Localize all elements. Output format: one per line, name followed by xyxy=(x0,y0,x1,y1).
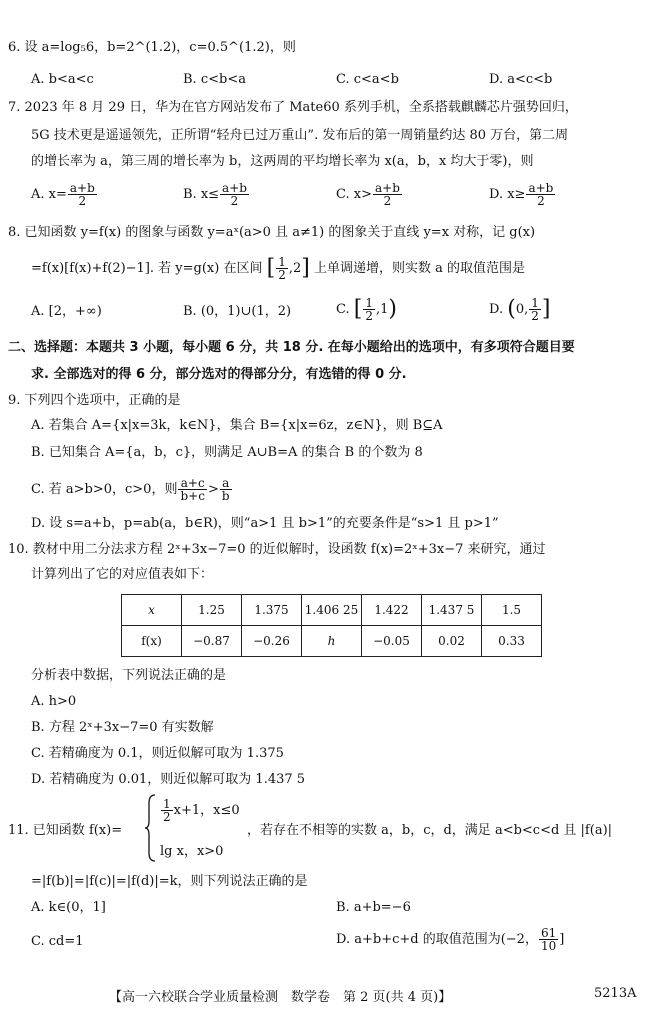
q8-line1: 8. 已知函数 y=f(x) 的图象与函数 y=aˣ(a>0 且 a≠1) 的图象关于直线 y=x 对称，记 g(x) xyxy=(8,225,536,240)
q6-option-c: C. c<a<b xyxy=(336,72,399,87)
table-cell: 1.5 xyxy=(482,595,542,626)
q7-line3: 的增长率为 a，第三周的增长率为 b，这两周的平均增长率为 x(a，b，x 均大于零)，则 xyxy=(31,154,534,169)
q10-option-c: C. 若精确度为 0.1，则近似解可取为 1.375 xyxy=(31,746,284,761)
q10-line2: 计算列出了它的对应值表如下： xyxy=(31,567,214,582)
table-cell: 1.437 5 xyxy=(422,595,482,626)
q9-option-d: D. 设 s=a+b，p=ab(a，b∈R)，则“a>1 且 b>1”的充要条件是“s>1 且 p>1” xyxy=(31,516,499,531)
q10-line1: 10. 教材中用二分法求方程 2ˣ+3x−7=0 的近似解时，设函数 f(x)=2ˣ+3x−7 来研究，通过 xyxy=(8,542,546,557)
q11-case2: lg x，x>0 xyxy=(160,844,224,859)
q7-option-a: A. x= $\frac{a+b}{2}$ xyxy=(31,181,95,208)
q11-line2: =|f(b)|=|f(c)|=|f(d)|=k，则下列说法正确的是 xyxy=(31,874,308,889)
q11-option-b: B. a+b=−6 xyxy=(336,900,411,915)
q7-option-b: B. x≤ $\frac{a+b}{2}$ xyxy=(183,181,247,208)
table-cell: h xyxy=(302,626,362,657)
table-row xyxy=(122,626,542,657)
table-cell: −0.87 xyxy=(182,626,242,657)
q8-option-b: B. (0，1)∪(1，2) xyxy=(183,304,292,319)
q10-analysis: 分析表中数据，下列说法正确的是 xyxy=(31,668,227,683)
q6-option-b: B. c<b<a xyxy=(183,72,246,87)
section2-line1: 二、选择题：本题共 3 小题，每小题 6 分，共 18 分. 在每小题给出的选项中，有多项符合题目要 xyxy=(8,340,575,355)
q9-stem: 9. 下列四个选项中，正确的是 xyxy=(8,393,181,408)
q11-pre: 11. 已知函数 f(x)= xyxy=(8,823,123,838)
table-cell: 0.33 xyxy=(482,626,542,657)
q7-option-c: C. x> $\frac{a+b}{2}$ xyxy=(336,181,400,208)
q8-option-a: A. [2，+∞) xyxy=(31,304,102,319)
q11-option-a: A. k∈(0，1] xyxy=(31,900,106,915)
page-footer: 【高一六校联合学业质量检测 数学卷 第 2 页(共 4 页)】 xyxy=(109,990,452,1005)
table-cell: f(x) xyxy=(122,626,182,657)
q11-option-d: D. a+b+c+d 的取值范围为(−2， $\frac{61}{10}$ ] xyxy=(336,926,565,953)
q10-option-a: A. h>0 xyxy=(31,694,77,709)
table-cell: −0.26 xyxy=(242,626,302,657)
q6-option-a: A. b<a<c xyxy=(31,72,94,87)
q11-case1: $\frac{1}{2}$ x+1，x≤0 xyxy=(163,797,240,824)
table-cell: 0.02 xyxy=(422,626,482,657)
q9-option-b: B. 已知集合 A={a，b，c}，则满足 A∪B=A 的集合 B 的个数为 8 xyxy=(31,445,423,460)
section2-line2: 求. 全部选对的得 6 分，部分选对的得部分分，有选错的得 0 分. xyxy=(31,367,407,382)
q8-option-c: C. [ $\frac{1}{2}$ ,1) xyxy=(336,296,397,323)
q11-post: ，若存在不相等的实数 a，b，c，d，满足 a<b<c<d 且 |f(a)| xyxy=(247,823,613,838)
paper-code: 5213A xyxy=(594,986,637,1001)
q10-option-b: B. 方程 2ˣ+3x−7=0 有实数解 xyxy=(31,720,214,735)
value-table xyxy=(121,594,542,657)
q9-option-c: C. 若 a>b>0，c>0，则 $\frac{a+c}{b+c}$ > $\frac{a}{b}$ xyxy=(31,476,230,503)
q10-option-d: D. 若精确度为 0.01，则近似解可取为 1.437 5 xyxy=(31,772,306,787)
q7-line2: 5G 技术更是遥遥领先，正所谓“轻舟已过万重山”. 发布后的第一周销量约达 80 万台，第二周 xyxy=(31,128,569,143)
q11-option-c: C. cd=1 xyxy=(31,934,84,949)
piecewise-brace xyxy=(144,793,156,863)
table-cell: x xyxy=(122,595,182,626)
q7-line1: 7. 2023 年 8 月 29 日，华为在官方网站发布了 Mate60 系列手机，全系搭载麒麟芯片强势回归， xyxy=(8,100,578,115)
q7-option-d: D. x≥ $\frac{a+b}{2}$ xyxy=(489,181,554,208)
table-cell: 1.406 25 xyxy=(302,595,362,626)
table-cell: 1.422 xyxy=(362,595,422,626)
q6-stem: 6. 设 a=log₅6，b=2^(1.2)，c=0.5^(1.2)，则 xyxy=(8,40,296,55)
table-cell: 1.375 xyxy=(242,595,302,626)
q6-option-d: D. a<c<b xyxy=(489,72,553,87)
q8-line2: =f(x)[f(x)+f(2)−1]. 若 y=g(x) 在区间 [ $\frac{1}{2}$ ,2] 上单调递增，则实数 a 的取值范围是 xyxy=(31,255,525,282)
table-row xyxy=(122,595,542,626)
q9-option-a: A. 若集合 A={x|x=3k，k∈N}，集合 B={x|x=6z，z∈N}，则 B⊆A xyxy=(31,418,443,433)
table-cell: 1.25 xyxy=(182,595,242,626)
q8-option-d: D. (0, $\frac{1}{2}$ ] xyxy=(489,296,551,323)
table-cell: −0.05 xyxy=(362,626,422,657)
